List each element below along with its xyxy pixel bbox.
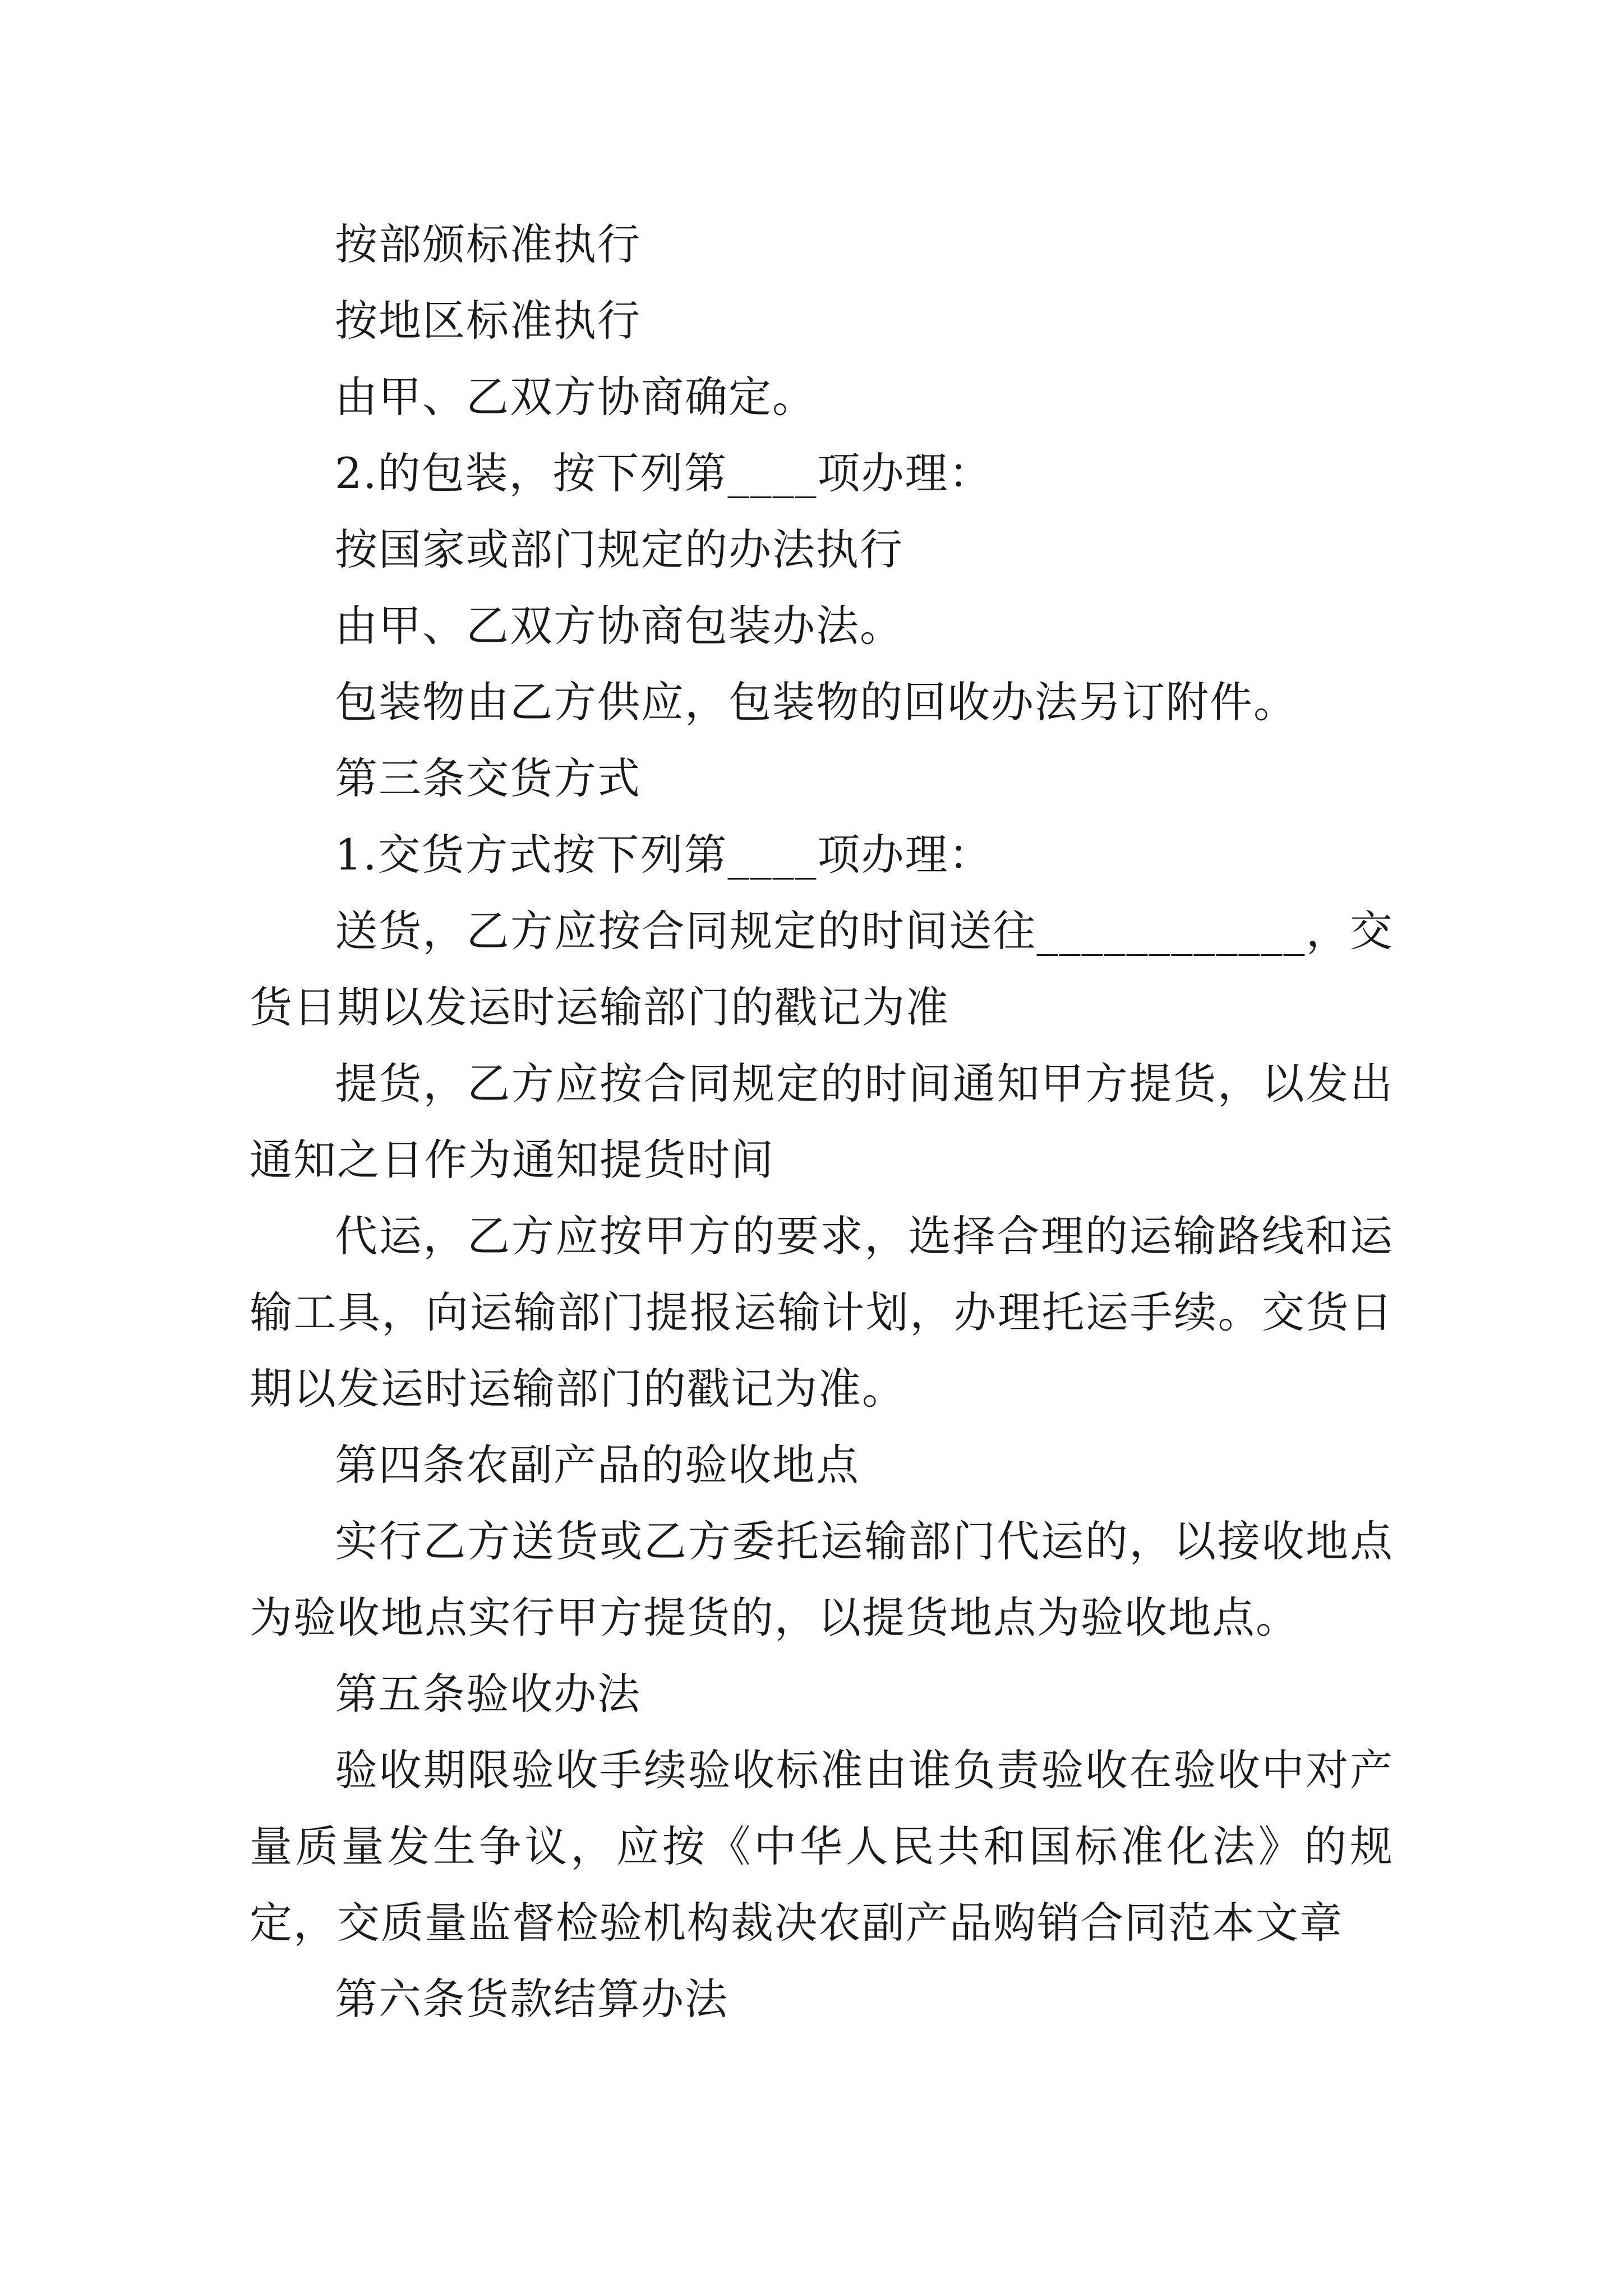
paragraph-delivery-agent: 代运，乙方应按甲方的要求，选择合理的运输路线和运输工具，向运输部门提报运输计划，办理托运手续。交货日期以发运时运输部门的戳记为准。 (250, 1211, 1394, 1414)
document-body (250, 206, 1394, 2037)
section-heading-inspection-method: 第五条验收办法 (335, 1669, 641, 1719)
paragraph-packaging-national: 按国家或部门规定的办法执行 (335, 524, 903, 574)
paragraph-standard-ministry: 按部颁标准执行 (335, 219, 641, 269)
section-heading-payment: 第六条货款结算办法 (335, 1974, 728, 2024)
paragraph-standard-negotiated: 由甲、乙双方协商确定。 (335, 372, 816, 422)
paragraph-delivery-method: 1.交货方式按下列第____项办理： (335, 830, 993, 880)
section-heading-inspection-location: 第四条农副产品的验收地点 (335, 1440, 860, 1490)
paragraph-delivery-send: 送货，乙方应按合同规定的时间送往____________，交货日期以发运时运输部门的戳记为准 (250, 906, 1394, 1032)
paragraph-inspection-location: 实行乙方送货或乙方委托运输部门代运的，以接收地点为验收地点实行甲方提货的，以提货地点为验收地点。 (250, 1516, 1394, 1642)
paragraph-packaging-heading: 2.的包装，按下列第____项办理： (335, 448, 993, 498)
paragraph-inspection-method: 验收期限验收手续验收标准由谁负责验收在验收中对产量质量发生争议，应按《中华人民共和国标准化法》的规定，交质量监督检验机构裁决农副产品购销合同范本文章 (250, 1745, 1394, 1948)
section-heading-delivery: 第三条交货方式 (335, 753, 641, 803)
paragraph-packaging-negotiated: 由甲、乙双方协商包装办法。 (335, 601, 903, 651)
paragraph-delivery-pickup: 提货，乙方应按合同规定的时间通知甲方提货，以发出通知之日作为通知提货时间 (250, 1059, 1394, 1185)
paragraph-standard-region: 按地区标准执行 (335, 296, 641, 346)
paragraph-packaging-supply: 包装物由乙方供应，包装物的回收办法另订附件。 (335, 677, 1297, 727)
